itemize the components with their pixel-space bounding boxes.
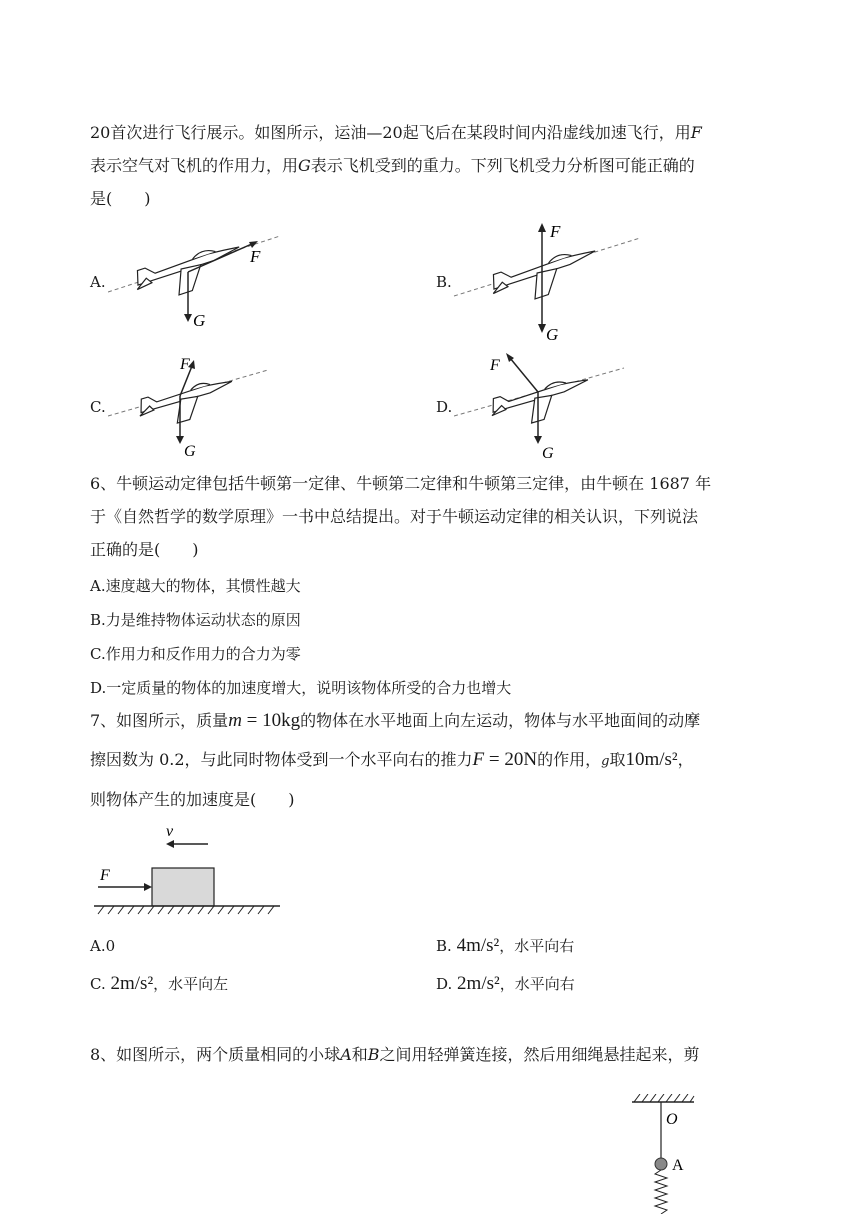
q6-line-3: 正确的是( ) bbox=[90, 540, 199, 559]
block bbox=[152, 868, 214, 906]
force-arrow bbox=[510, 358, 538, 392]
q5-d-G-label: G bbox=[542, 445, 554, 462]
q7-mass: m = 10kg bbox=[228, 710, 301, 731]
airplane-icon bbox=[136, 374, 239, 433]
q5-a-F-label: F bbox=[250, 247, 261, 266]
q6-line-2: 于《自然哲学的数学原理》一书中总结提出。对于牛顿运动定律的相关认识，下列说法 bbox=[90, 507, 699, 526]
q5-c-F-label: F bbox=[180, 356, 190, 373]
q7-line-1: 7、如图所示，质量m = 10kg的物体在水平地面上向左运动，物体与水平地面间的动摩 bbox=[90, 710, 701, 731]
q6-option-d: D.一定质量的物体的加速度增大，说明该物体所受的合力也增大 bbox=[90, 679, 512, 697]
q5-b-G-label: G bbox=[546, 325, 559, 344]
q5-b-F-label: F bbox=[550, 222, 561, 241]
q7-gval: 10m/s² bbox=[625, 749, 678, 770]
q6-option-a: A.速度越大的物体，其惯性越大 bbox=[90, 577, 301, 595]
ground-hatch bbox=[98, 906, 274, 914]
q5-option-d-figure bbox=[454, 346, 634, 462]
q5-line-1: 20首次进行飞行展示。如图所示，运油—20起飞后在某段时间内沿虚线加速飞行，用F bbox=[90, 123, 702, 142]
q5-option-a-label: A. bbox=[90, 273, 106, 291]
q5-line-2: 表示空气对飞机的作用力，用G表示飞机受到的重力。下列飞机受力分析图可能正确的 bbox=[90, 156, 695, 175]
q5-c-G-label: G bbox=[184, 443, 196, 460]
q8-A-label: A bbox=[672, 1157, 684, 1174]
q5-option-a-figure bbox=[108, 226, 288, 331]
spring bbox=[655, 1170, 667, 1214]
q7-option-d: D. 2m/s²，水平向右 bbox=[436, 973, 575, 994]
q7-line-2: 擦因数为 0.2，与此同时物体受到一个水平向右的推力F = 20N的作用，g取10m/s²， bbox=[90, 749, 694, 770]
q7-g: g bbox=[601, 754, 610, 769]
q5-option-c-figure bbox=[108, 350, 278, 460]
q7-option-b: B. 4m/s²，水平向右 bbox=[436, 935, 575, 956]
q7-block-figure bbox=[94, 818, 290, 916]
airplane-icon bbox=[488, 372, 595, 433]
q6-line-1: 6、牛顿运动定律包括牛顿第一定律、牛顿第二定律和牛顿第三定律，由牛顿在 1687 年 bbox=[90, 474, 712, 493]
q7-option-a: A.0 bbox=[90, 937, 116, 955]
q7-v-label: v bbox=[166, 823, 174, 840]
q5-option-c-label: C. bbox=[90, 398, 106, 416]
q5-symbol-F: F bbox=[690, 123, 702, 142]
q5-option-b-figure bbox=[450, 220, 650, 344]
q5-a-G-label: G bbox=[193, 311, 206, 330]
q5-option-d-label: D. bbox=[436, 398, 453, 416]
q7-force: F = 20N bbox=[472, 749, 538, 770]
ceiling-hatch bbox=[634, 1094, 694, 1102]
q8-O-label: O bbox=[666, 1111, 678, 1128]
airplane-icon bbox=[488, 242, 604, 310]
airplane-icon bbox=[132, 238, 248, 306]
q6-option-b: B.力是维持物体运动状态的原因 bbox=[90, 611, 301, 629]
q7-line-3: 则物体产生的加速度是( ) bbox=[90, 790, 295, 809]
q5-d-F-label: F bbox=[490, 357, 500, 374]
q7-option-c: C. 2m/s²，水平向左 bbox=[90, 973, 229, 994]
q8-spring-figure bbox=[628, 1094, 700, 1214]
q7-F-label: F bbox=[100, 867, 110, 884]
q6-option-c: C.作用力和反作用力的合力为零 bbox=[90, 645, 301, 663]
q5-symbol-G: G bbox=[298, 156, 311, 175]
q5-line-3: 是( ) bbox=[90, 189, 151, 208]
q8-line-1: 8、如图所示，两个质量相同的小球A和B之间用轻弹簧连接，然后用细绳悬挂起来，剪 bbox=[90, 1045, 700, 1064]
ball-a bbox=[655, 1158, 667, 1170]
gravity-arrowhead bbox=[538, 324, 546, 333]
q5-option-b-label: B. bbox=[436, 273, 452, 291]
